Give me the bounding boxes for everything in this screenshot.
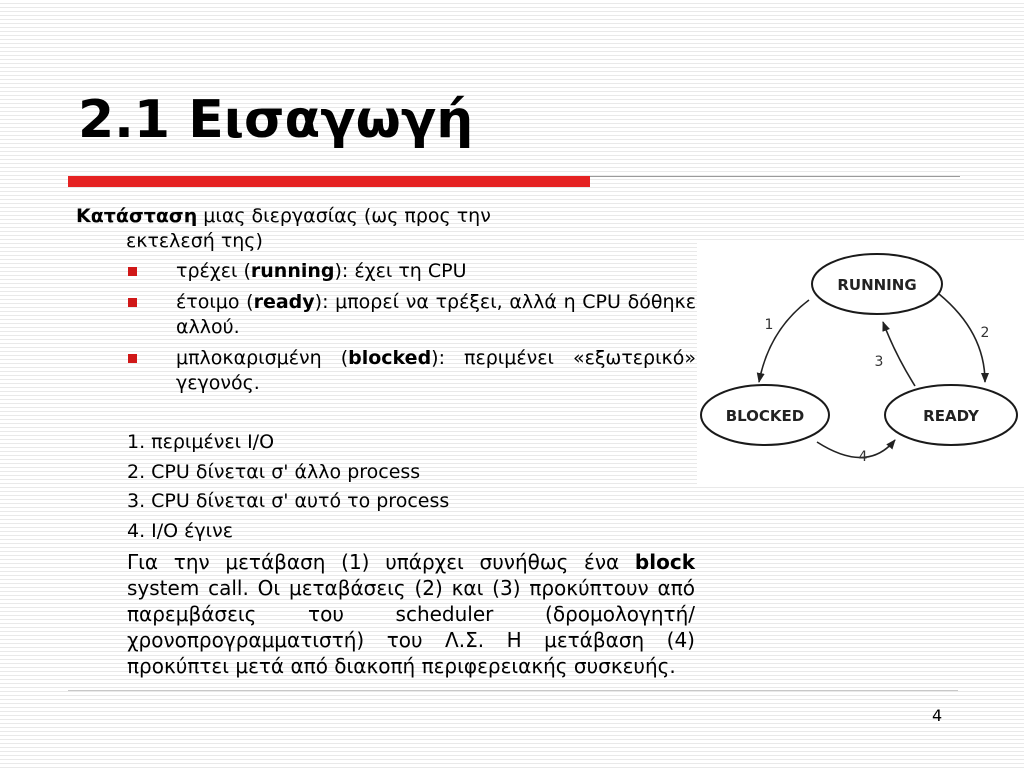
- note-part-1: Για την μετάβαση (1) υπάρχει συνήθως ένα: [127, 550, 635, 574]
- transition-arrow-3: [883, 322, 915, 386]
- transition-arrow-4: [817, 440, 895, 458]
- bullet-bold: running: [250, 260, 335, 282]
- ready-state-label: READY: [923, 407, 979, 425]
- bullet-bold: blocked: [348, 347, 432, 369]
- lead-bold: Κατάσταση: [76, 205, 198, 227]
- title-underline-red: [68, 176, 590, 187]
- bullet-blocked: [126, 346, 696, 396]
- transition-list: [127, 430, 449, 548]
- bullet-post: ): περιμένει «εξωτερικό» γεγονός.: [176, 347, 696, 394]
- square-bullet-icon: [128, 298, 137, 307]
- lead-text-1: μιας διεργασίας (ως προς την: [197, 205, 491, 227]
- transition-arrow-1: [759, 300, 809, 382]
- bullet-post: ): μπορεί να τρέξει, αλλά η CPU δόθηκε αλλού.: [176, 291, 696, 338]
- transition-label-1: 1: [764, 317, 774, 333]
- transition-item: 1. περιμένει I/O: [127, 431, 275, 453]
- bullet-pre: τρέχει (: [176, 260, 251, 282]
- transition-label-4: 4: [858, 449, 868, 465]
- title-underline-grey: [590, 176, 960, 177]
- bullet-post: ): έχει τη CPU: [334, 260, 467, 282]
- bullet-running: [126, 259, 696, 284]
- lead-text-2: εκτελεσή της): [126, 230, 263, 252]
- square-bullet-icon: [128, 354, 137, 363]
- footer-divider: [68, 690, 958, 691]
- transition-item: 4. I/O έγινε: [127, 519, 233, 542]
- bullet-pre: μπλοκαρισμένη (: [176, 347, 349, 369]
- slide-title: 2.1 Εισαγωγή: [78, 90, 474, 150]
- bullet-ready: [126, 290, 696, 340]
- transition-item: 2. CPU δίνεται σ' άλλο process: [127, 460, 421, 483]
- state-bullet-list: [126, 259, 696, 402]
- bullet-pre: έτοιμο (: [176, 291, 254, 313]
- lead-paragraph: [76, 204, 636, 254]
- state-diagram-svg: [697, 242, 1024, 484]
- blocked-state-label: BLOCKED: [725, 407, 805, 425]
- note-part-2: system call. Οι μεταβάσεις (2) και (3) προκύπτουν από παρεμβάσεις του scheduler (δρομολογητή/χρονοπρογραμματιστή) του Λ.Σ. Η μετάβαση (4) προκύπτει μετά από διακοπή περιφερειακής συσκευής.: [127, 576, 695, 678]
- transition-note: [127, 549, 695, 679]
- transition-arrow-2: [939, 294, 985, 382]
- note-bold: block: [634, 550, 695, 574]
- transition-label-2: 2: [980, 325, 990, 341]
- bullet-bold: ready: [253, 291, 315, 313]
- page-number: 4: [932, 706, 943, 725]
- running-state-label: RUNNING: [837, 276, 917, 294]
- transition-item: 3. CPU δίνεται σ' αυτό το process: [127, 490, 450, 512]
- square-bullet-icon: [128, 267, 137, 276]
- transition-label-3: 3: [874, 354, 884, 370]
- process-state-diagram: [697, 242, 1024, 484]
